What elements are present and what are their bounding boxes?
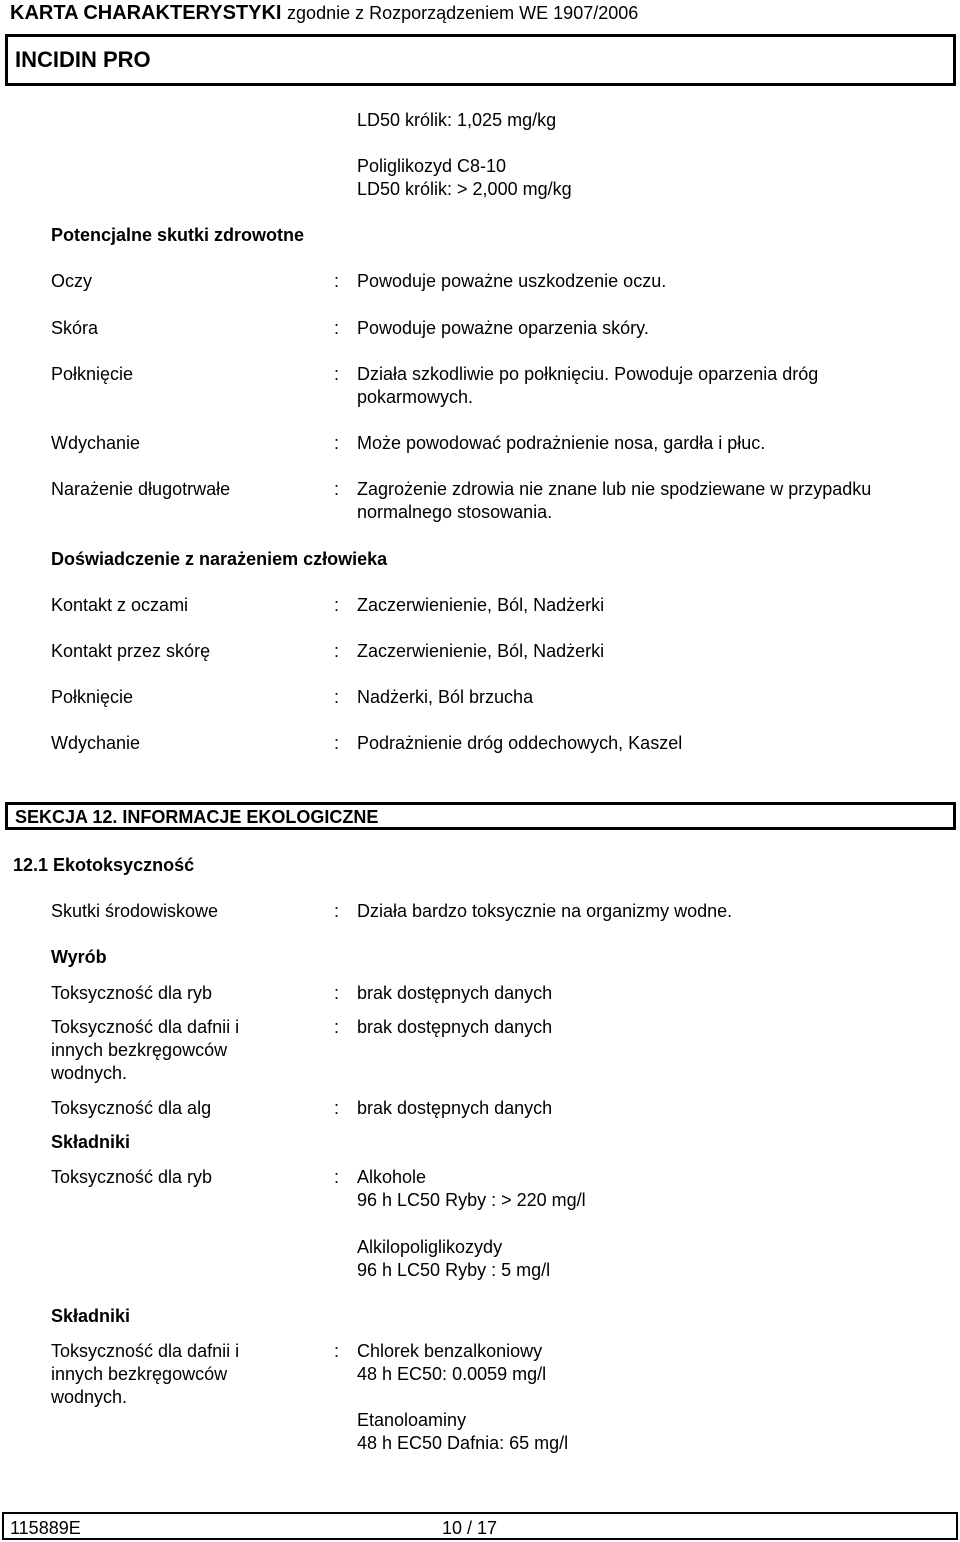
colon-separator: : [334, 433, 340, 453]
exposure-row-value: Zaczerwienienie, Ból, Nadżerki [357, 595, 605, 615]
environmental-effects-label: Skutki środowiskowe [51, 901, 219, 921]
product-name: INCIDIN PRO [15, 47, 151, 72]
component-daphnia-value: 48 h EC50 Dafnia: 65 mg/l [357, 1433, 569, 1453]
product-heading: Wyrób [51, 947, 107, 967]
environmental-effects-value: Działa bardzo toksycznie na organizmy wodne. [357, 901, 733, 921]
exposure-row-label: Kontakt z oczami [51, 595, 189, 615]
exposure-row-value: Nadżerki, Ból brzucha [357, 687, 534, 707]
product-toxicity-label: Toksyczność dla ryb [51, 983, 213, 1003]
health-row-value: Zagrożenie zdrowia nie znane lub nie spodziewane w przypadku [357, 479, 872, 499]
colon-separator: : [334, 318, 340, 338]
exposure-row-value: Zaczerwienienie, Ból, Nadżerki [357, 641, 605, 661]
toxicity-line: Poliglikozyd C8-10 [357, 156, 507, 176]
toxicity-line: LD50 królik: 1,025 mg/kg [357, 110, 557, 130]
section-12-title: SEKCJA 12. INFORMACJE EKOLOGICZNE [15, 807, 379, 827]
health-row-value: Powoduje poważne oparzenia skóry. [357, 318, 649, 338]
component-daphnia-toxicity-label: Toksyczność dla dafnii i [51, 1341, 240, 1361]
product-toxicity-value: brak dostępnych danych [357, 983, 553, 1003]
component-daphnia-toxicity-label: wodnych. [51, 1387, 128, 1407]
health-row-value: pokarmowych. [357, 387, 474, 407]
product-toxicity-value: brak dostępnych danych [357, 1098, 553, 1118]
toxicity-line: LD50 królik: > 2,000 mg/kg [357, 179, 572, 199]
product-toxicity-label: Toksyczność dla alg [51, 1098, 212, 1118]
component-fish-value: 96 h LC50 Ryby : > 220 mg/l [357, 1190, 586, 1210]
colon-separator: : [334, 271, 340, 291]
health-row-value: Działa szkodliwie po połknięciu. Powoduje oparzenia dróg [357, 364, 819, 384]
colon-separator: : [334, 641, 340, 661]
colon-separator: : [334, 1341, 340, 1361]
document-title-main: KARTA CHARAKTERYSTYKI [10, 2, 282, 24]
ecotoxicity-subheading: 12.1 Ekotoksyczność [13, 855, 195, 875]
colon-separator: : [334, 1098, 340, 1118]
components-heading: Składniki [51, 1306, 131, 1326]
health-row-value: normalnego stosowania. [357, 502, 553, 522]
colon-separator: : [334, 733, 340, 753]
page-number: 10 / 17 [442, 1518, 498, 1538]
health-row-value: Może powodować podrażnienie nosa, gardła i płuc. [357, 433, 766, 453]
product-toxicity-label: wodnych. [51, 1063, 128, 1083]
colon-separator: : [334, 687, 340, 707]
exposure-row-value: Podrażnienie dróg oddechowych, Kaszel [357, 733, 683, 753]
product-toxicity-label: Toksyczność dla dafnii i [51, 1017, 240, 1037]
components-heading: Składniki [51, 1132, 131, 1152]
colon-separator: : [334, 901, 340, 921]
colon-separator: : [334, 1167, 340, 1187]
product-toxicity-label: innych bezkręgowców [51, 1040, 228, 1060]
health-row-label: Wdychanie [51, 433, 141, 453]
document-title [10, 2, 638, 25]
health-row-label: Oczy [51, 271, 93, 291]
page-footer [2, 1512, 958, 1540]
component-daphnia-toxicity-label: innych bezkręgowców [51, 1364, 228, 1384]
document-code: 115889E [10, 1518, 81, 1538]
health-row-label: Skóra [51, 318, 99, 338]
colon-separator: : [334, 364, 340, 384]
component-daphnia-value: 48 h EC50: 0.0059 mg/l [357, 1364, 547, 1384]
component-fish-value: 96 h LC50 Ryby : 5 mg/l [357, 1260, 551, 1280]
health-row-label: Narażenie długotrwałe [51, 479, 231, 499]
health-row-label: Połknięcie [51, 364, 134, 384]
exposure-row-label: Połknięcie [51, 687, 134, 707]
health-row-value: Powoduje poważne uszkodzenie oczu. [357, 271, 667, 291]
colon-separator: : [334, 479, 340, 499]
exposure-row-label: Kontakt przez skórę [51, 641, 211, 661]
product-name-box [5, 34, 956, 86]
product-toxicity-value: brak dostępnych danych [357, 1017, 553, 1037]
component-daphnia-value: Etanoloaminy [357, 1410, 467, 1430]
colon-separator: : [334, 1017, 340, 1037]
colon-separator: : [334, 983, 340, 1003]
component-fish-value: Alkohole [357, 1167, 427, 1187]
health-effects-heading: Potencjalne skutki zdrowotne [51, 225, 305, 245]
component-fish-toxicity-label: Toksyczność dla ryb [51, 1167, 213, 1187]
section-12-header [5, 802, 956, 830]
colon-separator: : [334, 595, 340, 615]
component-fish-value: Alkilopoliglikozydy [357, 1237, 503, 1257]
human-exposure-heading: Doświadczenie z narażeniem człowieka [51, 549, 388, 569]
document-title-regulation: zgodnie z Rozporządzeniem WE 1907/2006 [287, 3, 639, 23]
exposure-row-label: Wdychanie [51, 733, 141, 753]
component-daphnia-value: Chlorek benzalkoniowy [357, 1341, 543, 1361]
